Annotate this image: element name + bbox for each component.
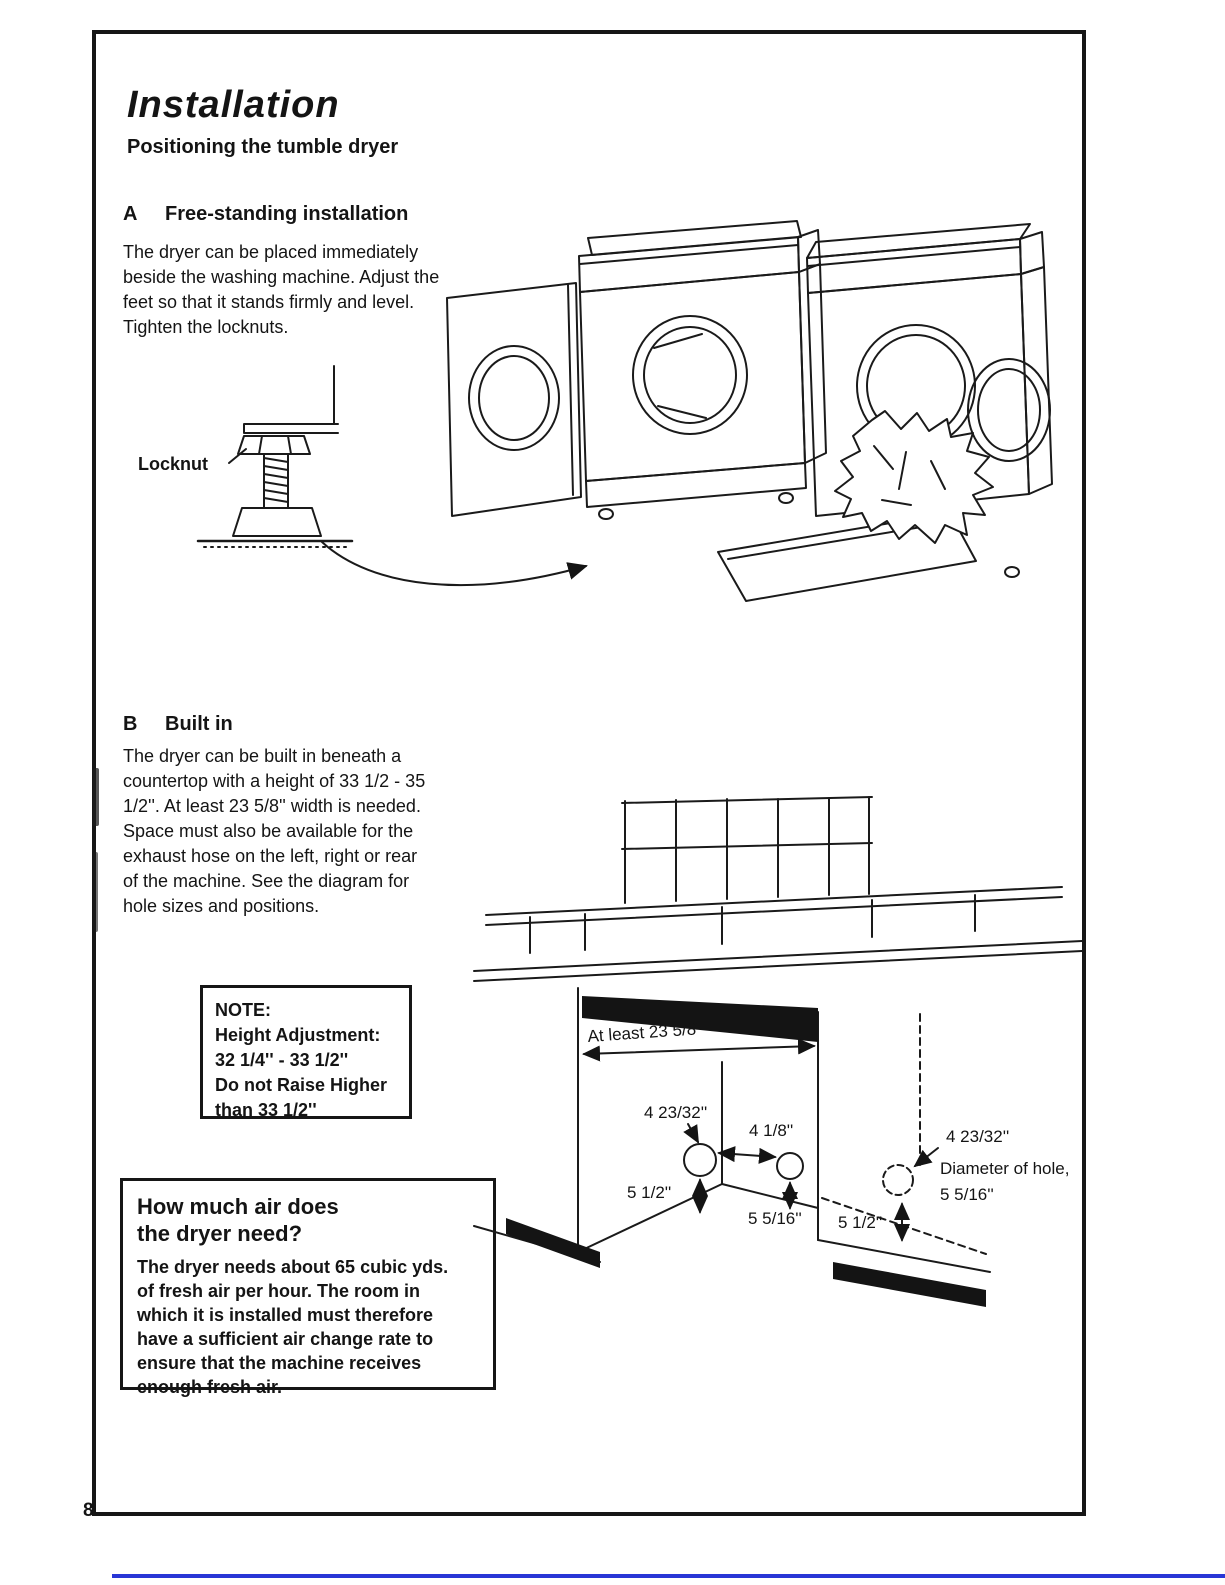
- dim-diameter-label-line1: Diameter of hole,: [940, 1159, 1070, 1178]
- countertop-structure: [474, 797, 1082, 981]
- bottom-blue-line: [112, 1574, 1225, 1578]
- dim-diameter-label-line2: 5 5/16'': [940, 1185, 994, 1204]
- dim-hole-offset-right: 4 23/32'': [946, 1127, 1010, 1146]
- dim-height-left: 5 1/2'': [627, 1183, 672, 1202]
- section-b-body: The dryer can be built in beneath a countertop with a height of 33 1/2 - 35 1/2''. At least 23 5/8'' width is needed. Space must also be available for the exhaust hose on the left, right or rear of the machine. See the diagram for hole sizes and positions.: [123, 746, 426, 916]
- left-appliance: [447, 221, 826, 519]
- scan-smudge: [93, 768, 99, 826]
- recess-structure: [474, 988, 990, 1307]
- exhaust-hole-middle: [777, 1153, 803, 1179]
- dim-width-label: At least 23 5/8'': [586, 1019, 704, 1046]
- leader-left: [688, 1124, 698, 1142]
- open-side-door: [968, 359, 1050, 461]
- leader-right: [915, 1148, 938, 1166]
- page-subtitle: Positioning the tumble dryer: [127, 136, 399, 158]
- right-plinth-shadow: [833, 1262, 986, 1307]
- section-a-body: The dryer can be placed immediately beside the washing machine. Adjust the feet so that it stands firmly and level. Tighten the locknuts.: [123, 242, 440, 337]
- note-line: 32 1/4'' - 33 1/2'': [215, 1050, 349, 1070]
- section-a-title: Free-standing installation: [165, 203, 409, 225]
- air-box-heading-line2: the dryer need?: [137, 1221, 303, 1246]
- section-b-heading: [123, 713, 233, 736]
- laundry-pile: [835, 411, 993, 543]
- dim-depth-right: 5 1/2'': [838, 1213, 883, 1232]
- section-a-heading: [123, 203, 408, 226]
- section-b-letter: B: [123, 713, 138, 735]
- right-appliance: [718, 224, 1052, 601]
- dim-hole-gap: 4 1/8'': [749, 1121, 794, 1140]
- section-b-title: Built in: [165, 713, 233, 735]
- width-arrow: [584, 1046, 814, 1054]
- dim-depth-mid: 5 5/16'': [748, 1209, 802, 1228]
- note-line: Height Adjustment:: [215, 1025, 381, 1045]
- exhaust-hole-right-hidden: [883, 1165, 913, 1195]
- dim-hole-offset-left: 4 23/32'': [644, 1103, 708, 1122]
- note-title: NOTE:: [215, 1000, 271, 1020]
- left-plinth-shadow: [506, 1218, 600, 1268]
- note-box: [200, 985, 412, 1119]
- section-a-letter: A: [123, 203, 138, 225]
- air-box-body: The dryer needs about 65 cubic yds. of fresh air per hour. The room in which it is installed must therefore have a sufficient air change rate to ensure that the machine receives enough fresh air.: [137, 1257, 449, 1397]
- air-box-heading-line1: How much air does: [137, 1194, 339, 1219]
- builtin-diagram: [470, 778, 1086, 1334]
- exhaust-hole-left: [684, 1144, 716, 1176]
- page-number: 8: [83, 1500, 94, 1521]
- gap-arrow: [719, 1153, 775, 1157]
- locknut-drawing: [198, 366, 352, 547]
- washer-dryer-illustration: [428, 220, 1076, 615]
- page-title: Installation: [127, 84, 340, 126]
- locknut-label: Locknut: [138, 454, 208, 474]
- scan-smudge: [93, 852, 98, 932]
- note-line: than 33 1/2'': [215, 1100, 317, 1120]
- note-line: Do not Raise Higher: [215, 1075, 388, 1095]
- air-requirements-box: [120, 1178, 496, 1397]
